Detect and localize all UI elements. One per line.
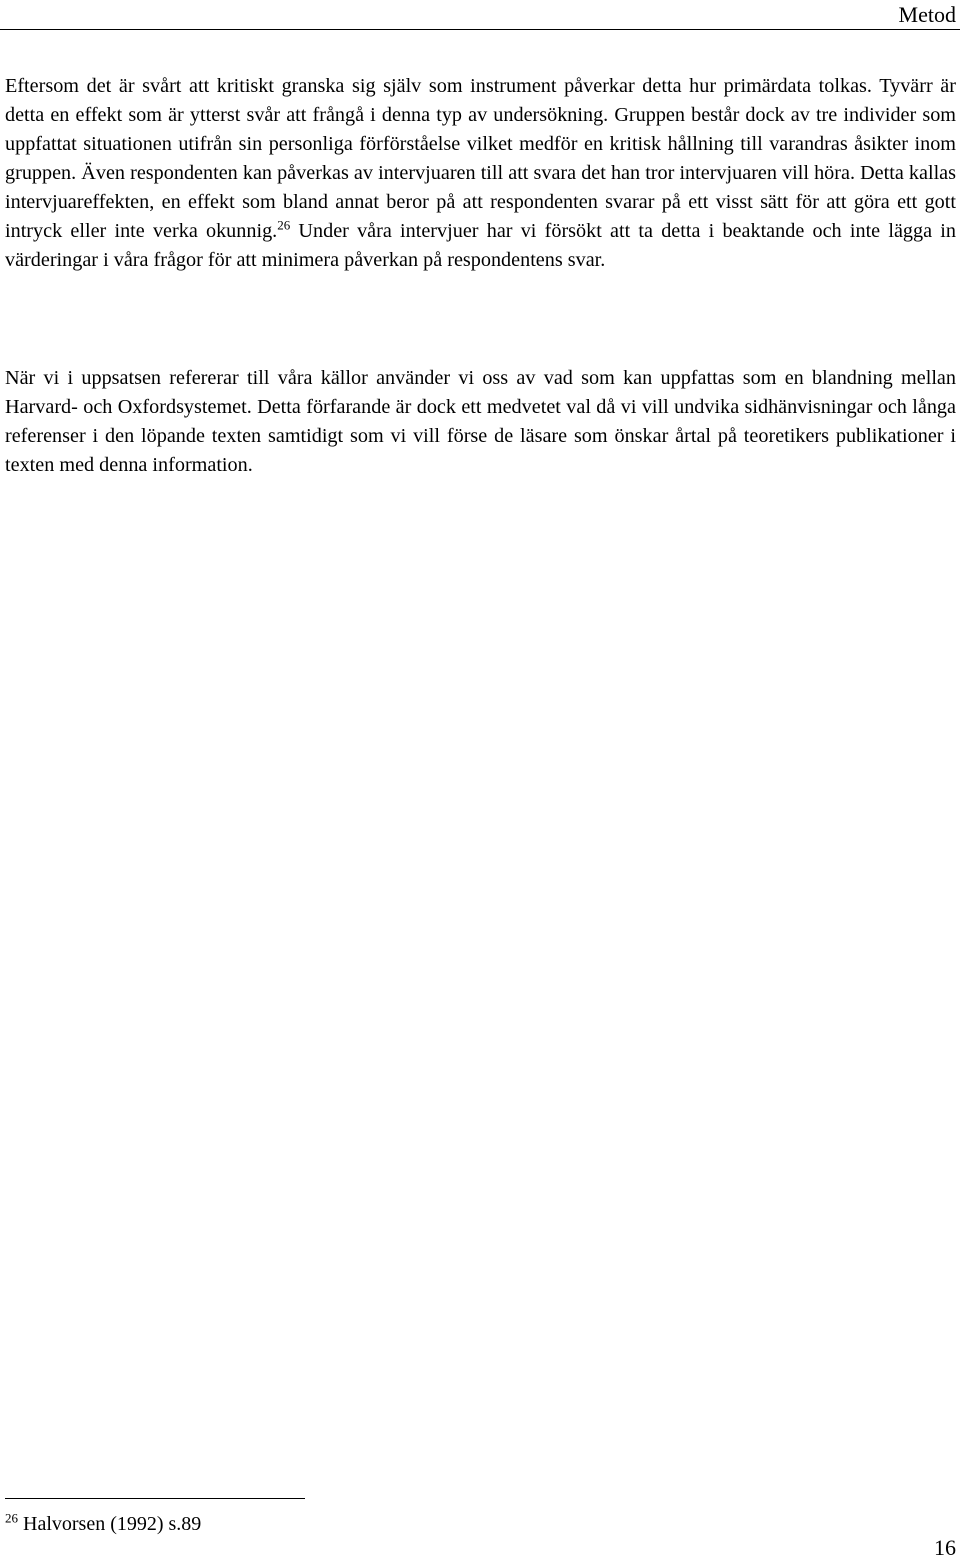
footnote-separator: [5, 1498, 305, 1499]
header-title: Metod: [898, 2, 956, 27]
header-rule: [0, 29, 960, 30]
footnote-reference[interactable]: 26: [277, 217, 291, 233]
footnote-number: 26: [5, 1510, 18, 1526]
footnote-text: Halvorsen (1992) s.89: [23, 1513, 202, 1535]
paragraph-text-continued: Under våra intervjuer har vi försökt att ta detta i beaktande och inte lägga in värderingar i våra frågor för att minimera påverkan på respondentens svar.: [5, 220, 956, 271]
page-number: 16: [934, 1535, 956, 1560]
paragraph-text: Eftersom det är svårt att kritiskt granska sig själv som instrument påverkar detta hur primärdata tolkas. Tyvärr är detta en effekt som är ytterst svår att frångå i denna typ av undersökning. Gruppen består dock av tre individer som uppfattat situationen utifrån sin personliga förförståelse vilket medför en kritisk hållning till varandras åsikter inom gruppen. Även respondenten kan påverkas av intervjuaren till att svara det han tror intervjuaren vill höra. Detta kallas intervjuareffekten, en effekt som bland annat beror på att respondenten svarar på ett visst sätt för att göra ett gott intryck eller inte verka okunnig.: [5, 75, 956, 242]
page-header: [0, 0, 960, 30]
body-paragraph: När vi i uppsatsen refererar till våra källor använder vi oss av vad som kan uppfattas som en blandning mellan Harvard- och Oxfordsystemet. Detta förfarande är dock ett medvetet val då vi vill undvika sidhänvisningar och långa referenser i den löpande texten samtidigt som vi vill förse de läsare som önskar årtal på teoretikers publikationer i texten med denna information.: [5, 367, 956, 476]
body-paragraph: [5, 72, 956, 275]
footnote: [5, 1512, 201, 1536]
